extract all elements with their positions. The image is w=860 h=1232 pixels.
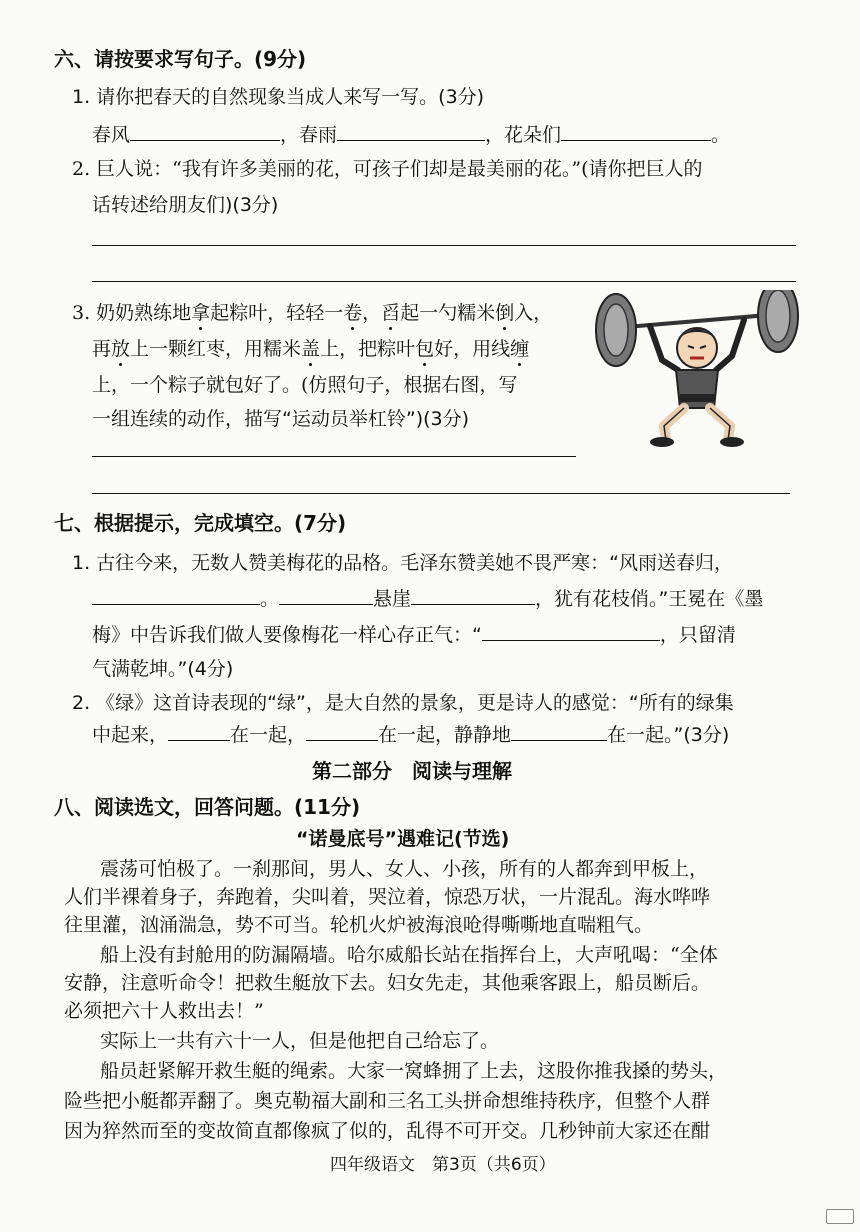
emphasized-verb: 放 xyxy=(111,338,131,360)
article-line: 必须把六十人救出去！” xyxy=(64,1000,264,1022)
q6-1-end-mark: 。 xyxy=(711,124,731,146)
text-run: 悬崖 xyxy=(373,588,412,610)
text-run: 梅》中告诉我们做人要像梅花一样心存正气：“ xyxy=(92,624,482,646)
article-line: 往里灌，汹涌湍急，势不可当。轮机火炉被海浪呛得嘶嘶地直喘粗气。 xyxy=(64,914,654,936)
emphasized-verb: 拿 xyxy=(191,302,211,324)
emphasized-verb: 包 xyxy=(415,338,435,360)
weightlifter-illustration xyxy=(592,290,802,450)
q6-2-prompt-line1: 2. 巨人说：“我有许多美丽的花，可孩子们却是最美丽的花。”(请你把巨人的 xyxy=(72,158,703,180)
q7-1-line1: 1. 古往今来，无数人赞美梅花的品格。毛泽东赞美她不畏严寒：“风雨送春归， xyxy=(72,552,734,574)
answer-blank[interactable] xyxy=(337,122,485,141)
q6-1-word-flowers: ，花朵们 xyxy=(485,124,562,146)
text-run: 在一起， xyxy=(230,724,307,746)
section-6-title: 六、请按要求写句子。(9分) xyxy=(54,47,307,71)
answer-blank[interactable] xyxy=(482,622,660,641)
article-line: 安静，注意听命令！把救生艇放下去。妇女先走，其他乘客跟上，船员断后。 xyxy=(64,972,711,994)
answer-line[interactable] xyxy=(92,456,576,457)
answer-blank[interactable] xyxy=(411,586,535,605)
q7-1-line3 xyxy=(92,622,736,648)
q6-3-prompt-line1 xyxy=(72,300,552,326)
text-run: ， xyxy=(362,302,382,324)
q6-1-word-spring-rain: ，春雨 xyxy=(280,124,338,146)
answer-line[interactable] xyxy=(92,245,796,246)
q6-3-prompt-line3: 上，一个粽子就包好了。(仿照句子，根据右图，写 xyxy=(92,374,518,396)
answer-blank[interactable] xyxy=(168,722,230,741)
q6-1-word-spring-wind: 春风 xyxy=(92,124,131,146)
emphasized-verb: 缠 xyxy=(510,338,530,360)
q6-1-answer-line xyxy=(92,122,730,148)
section-8-title: 八、阅读选文，回答问题。(11分) xyxy=(54,795,361,819)
q6-2-prompt-line2: 话转述给朋友们)(3分) xyxy=(92,194,279,216)
q6-1-prompt: 1. 请你把春天的自然现象当成人来写一写。(3分) xyxy=(72,86,485,108)
article-line: 震荡可怕极了。一刹那间，男人、女人、小孩，所有的人都奔到甲板上， xyxy=(100,858,709,880)
page-footer: 四年级语文 第3页（共6页） xyxy=(330,1155,556,1175)
q6-3-prompt-line2 xyxy=(92,336,529,362)
article-line: 船上没有封舱用的防漏隔墙。哈尔威船长站在指挥台上，大声吼喝：“全体 xyxy=(100,944,718,966)
answer-blank[interactable] xyxy=(279,586,373,605)
answer-blank[interactable] xyxy=(92,586,260,605)
text-run: 上，把粽叶 xyxy=(320,338,416,360)
text-run: 在一起。”(3分) xyxy=(607,724,730,746)
q7-2-line2 xyxy=(92,722,729,748)
article-line: 人们半裸着身子，奔跑着，尖叫着，哭泣着，惊恐万状，一片混乱。海水哗哗 xyxy=(64,886,711,908)
emphasized-verb: 盖 xyxy=(301,338,321,360)
answer-blank[interactable] xyxy=(130,122,280,141)
section-7-title: 七、根据提示，完成填空。(7分) xyxy=(54,511,347,535)
text-run: 。 xyxy=(260,588,280,610)
article-title: “诺曼底号”遇难记(节选) xyxy=(296,828,510,850)
q7-2-line1: 2. 《绿》这首诗表现的“绿”，是大自然的景象，更是诗人的感觉：“所有的绿集 xyxy=(72,692,734,714)
text-run: 在一起，静静地 xyxy=(378,724,512,746)
emphasized-verb: 舀 xyxy=(381,302,401,324)
q6-3-prompt-line4: 一组连续的动作，描写“运动员举杠铃”)(3分) xyxy=(92,408,470,430)
text-run: 好，用线 xyxy=(434,338,511,360)
answer-line[interactable] xyxy=(92,281,796,282)
corner-watermark-logo xyxy=(826,1209,854,1224)
emphasized-verb: 卷 xyxy=(343,302,363,324)
answer-blank[interactable] xyxy=(561,122,711,141)
answer-line[interactable] xyxy=(92,493,790,494)
part-2-heading: 第二部分 阅读与理解 xyxy=(312,759,512,783)
article-line: 因为猝然而至的变故简直都像疯了似的，乱得不可开交。几秒钟前大家还在酣 xyxy=(64,1120,711,1142)
article-line: 险些把小艇都弄翻了。奥克勒福大副和三名工头拼命想维持秩序，但整个人群 xyxy=(64,1090,711,1112)
q7-1-line2 xyxy=(92,586,763,612)
emphasized-verb: 倒 xyxy=(495,302,515,324)
text-run: 起一勺糯米 xyxy=(400,302,496,324)
text-run: 3. 奶奶熟练地 xyxy=(72,302,192,324)
article-line: 实际上一共有六十一人，但是他把自己给忘了。 xyxy=(100,1030,500,1052)
text-run: 入， xyxy=(514,302,553,324)
article-line: 船员赶紧解开救生艇的绳索。大家一窝蜂拥了上去，这股你推我搡的势头， xyxy=(100,1060,728,1082)
text-run: 起粽叶，轻轻一 xyxy=(210,302,344,324)
q7-1-line4: 气满乾坤。”(4分) xyxy=(92,658,234,680)
text-run: 再 xyxy=(92,338,112,360)
text-run: 上一颗红枣，用糯米 xyxy=(130,338,302,360)
answer-blank[interactable] xyxy=(511,722,607,741)
text-run: ，犹有花枝俏。”王冕在《墨 xyxy=(535,588,764,610)
answer-blank[interactable] xyxy=(306,722,378,741)
text-run: ，只留清 xyxy=(659,624,736,646)
text-run: 中起来， xyxy=(92,724,169,746)
